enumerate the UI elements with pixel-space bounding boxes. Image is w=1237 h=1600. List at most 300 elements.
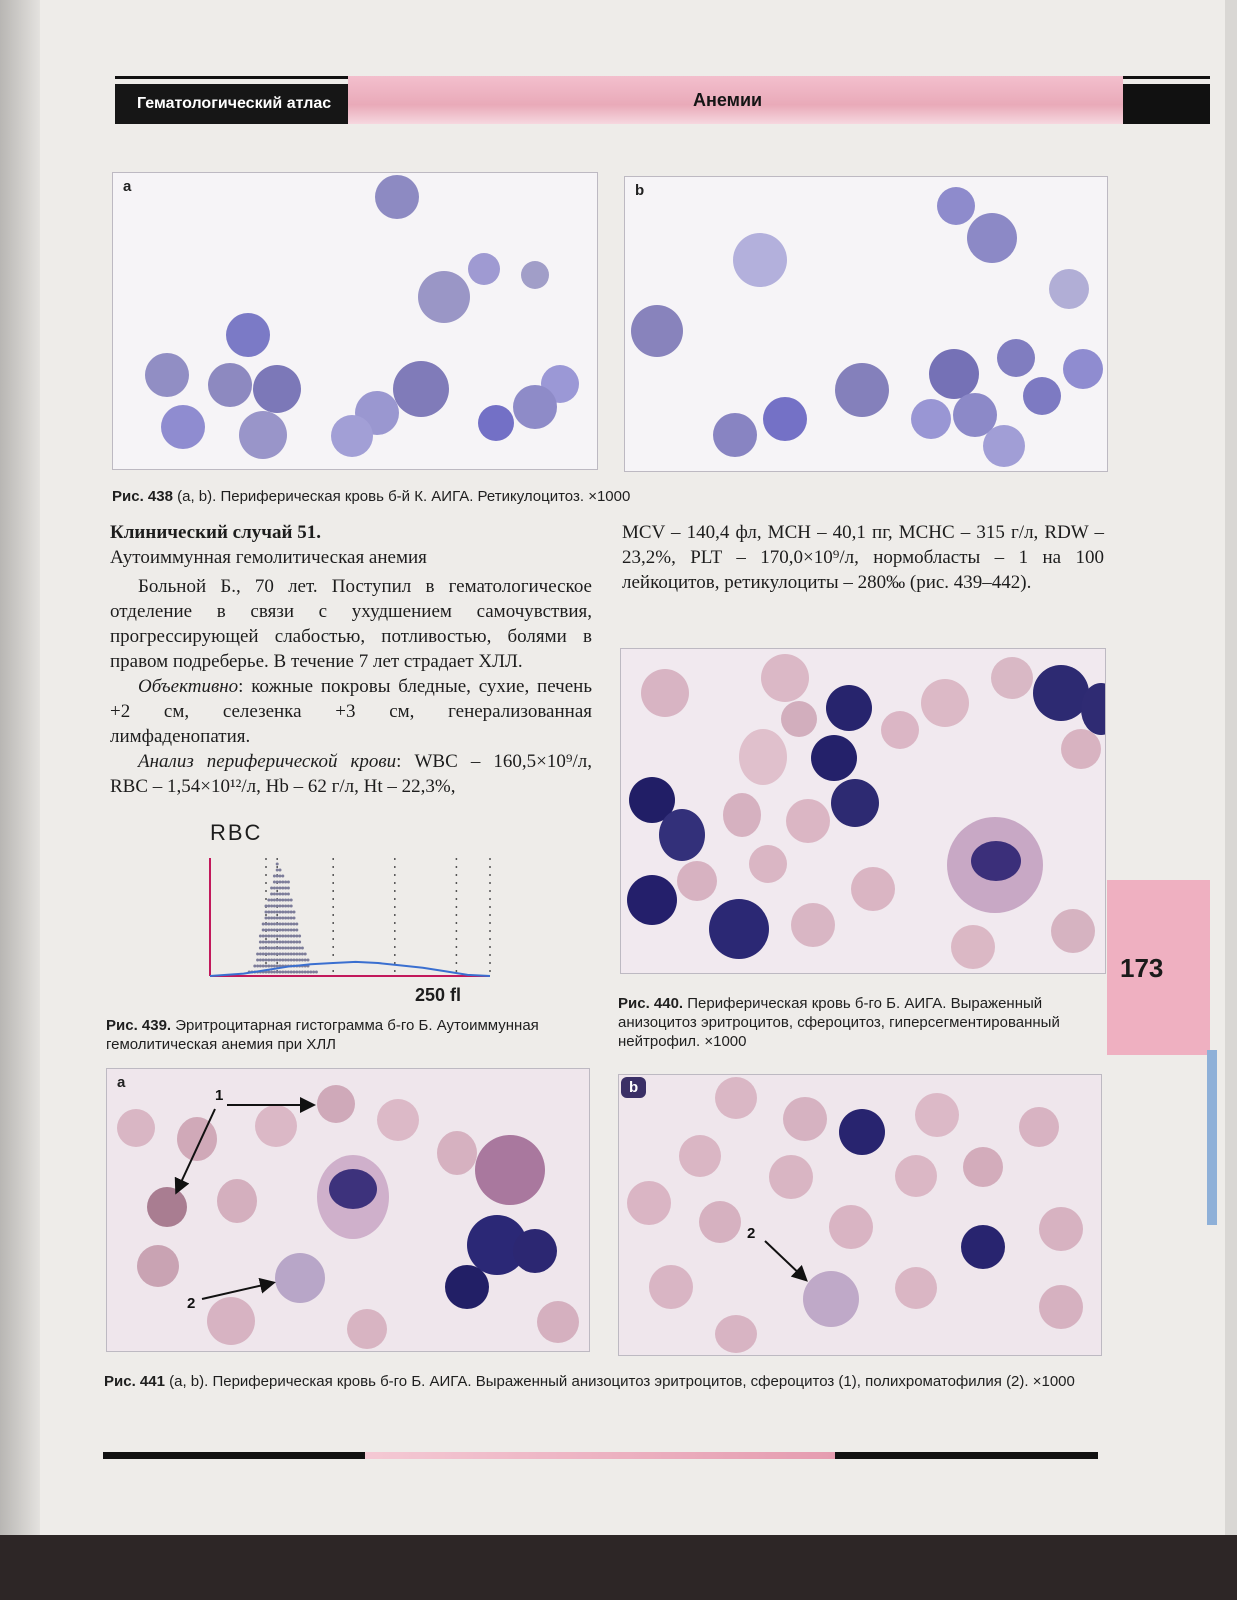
- reference-dot: [298, 953, 301, 956]
- reference-dot: [279, 923, 282, 926]
- reference-dot: [270, 893, 273, 896]
- reticulocyte: [375, 175, 419, 219]
- arrows-441a: [107, 1069, 589, 1351]
- erythrocyte: [997, 339, 1035, 377]
- reference-dot: [267, 899, 270, 902]
- caption-label: Рис. 438: [112, 488, 173, 505]
- panel-label-b: b: [621, 1077, 646, 1098]
- section-band: [348, 76, 1123, 124]
- reference-dot: [287, 971, 290, 974]
- reference-dot: [262, 947, 265, 950]
- caption-label: Рис. 439.: [106, 1017, 172, 1034]
- reference-dot: [267, 941, 270, 944]
- figure-441b: [618, 1074, 1102, 1356]
- reference-dot: [253, 965, 256, 968]
- section-title: Анемии: [693, 90, 763, 110]
- reference-dot: [273, 905, 276, 908]
- reticulocyte: [208, 363, 252, 407]
- reference-dot: [309, 971, 312, 974]
- arrow-2b: [765, 1241, 805, 1279]
- reference-dot: [284, 941, 287, 944]
- reference-dot: [273, 959, 276, 962]
- reference-dot: [281, 935, 284, 938]
- arrow-label-2b: 2: [747, 1225, 756, 1242]
- reference-dot: [290, 905, 293, 908]
- erythrocyte: [791, 903, 835, 947]
- reference-dot: [284, 893, 287, 896]
- erythrocyte: [1023, 377, 1061, 415]
- caption-fig441: [104, 1372, 1100, 1391]
- reference-dot: [276, 875, 279, 878]
- reference-dot: [298, 971, 301, 974]
- reference-dot: [287, 935, 290, 938]
- objective-paragraph: [110, 674, 592, 749]
- erythrocyte: [733, 233, 787, 287]
- reference-dot: [290, 935, 293, 938]
- reference-dot: [279, 917, 282, 920]
- figure-441a: [106, 1068, 590, 1352]
- reference-dot: [267, 911, 270, 914]
- reference-dot: [290, 971, 293, 974]
- erythrocyte: [677, 861, 717, 901]
- lymphocyte: [826, 685, 872, 731]
- reference-dot: [273, 875, 276, 878]
- reticulocyte: [418, 271, 470, 323]
- erythrocyte: [786, 799, 830, 843]
- reference-dot: [267, 971, 270, 974]
- reference-dot: [270, 959, 273, 962]
- reticulocyte: [239, 411, 287, 459]
- reference-dot: [307, 971, 310, 974]
- reference-dot: [279, 947, 282, 950]
- reference-dot: [290, 941, 293, 944]
- reference-dot: [298, 959, 301, 962]
- arrow-1-down: [177, 1109, 215, 1191]
- lymphocyte: [709, 899, 769, 959]
- reference-dot: [295, 929, 298, 932]
- reference-dot: [304, 971, 307, 974]
- reference-dot: [276, 887, 279, 890]
- reference-dot: [262, 923, 265, 926]
- erythrocyte: [739, 729, 787, 785]
- reference-dot: [279, 875, 282, 878]
- case-text-right: [622, 520, 1104, 595]
- reference-dot: [290, 923, 293, 926]
- reference-dot: [284, 947, 287, 950]
- reference-dot: [281, 929, 284, 932]
- reference-dot: [279, 935, 282, 938]
- reference-dot: [295, 941, 298, 944]
- reference-dot: [281, 971, 284, 974]
- reference-dot: [265, 965, 268, 968]
- reticulocyte: [967, 213, 1017, 263]
- caption-text: (a, b). Периферическая кровь б-го Б. АИГА. Выраженный анизоцитоз эритроцитов, сфероцитоз (1), полихроматофилия (2). ×1000: [164, 1373, 1075, 1390]
- reference-dot: [259, 953, 262, 956]
- reference-dot: [279, 899, 282, 902]
- erythrocyte: [331, 415, 373, 457]
- caption-fig438: [112, 487, 812, 506]
- reference-dot: [290, 959, 293, 962]
- reference-dot: [256, 959, 259, 962]
- reference-dot: [315, 971, 318, 974]
- erythrocyte: [763, 397, 807, 441]
- patient-distribution-line: [210, 962, 490, 976]
- reference-dot: [279, 905, 282, 908]
- reference-dot: [293, 959, 296, 962]
- erythrocyte: [991, 657, 1033, 699]
- reference-dot: [273, 899, 276, 902]
- reference-dot: [270, 971, 273, 974]
- reference-dot: [267, 935, 270, 938]
- reference-dot: [276, 929, 279, 932]
- reference-dot: [259, 947, 262, 950]
- erythrocyte: [513, 385, 557, 429]
- erythrocyte: [1061, 729, 1101, 769]
- reference-dot: [259, 965, 262, 968]
- caption-fig439: [106, 1016, 592, 1054]
- reference-dot: [290, 911, 293, 914]
- arrow-label-2: 2: [187, 1295, 196, 1312]
- reference-dot: [287, 899, 290, 902]
- reference-dot: [256, 965, 259, 968]
- objective-text: : кожные покровы бледные, сухие, печень +2 см, селезенка +3 см, генерализованная лимфаденопатия.: [110, 676, 592, 747]
- reference-dot: [281, 899, 284, 902]
- reference-dot: [298, 935, 301, 938]
- reference-dot: [279, 929, 282, 932]
- reference-dot: [287, 887, 290, 890]
- reference-dot: [276, 911, 279, 914]
- reference-dot: [290, 929, 293, 932]
- page-header: [115, 76, 1210, 124]
- erythrocyte: [468, 253, 500, 285]
- erythrocyte: [881, 711, 919, 749]
- reference-dot: [270, 923, 273, 926]
- reference-dot: [284, 887, 287, 890]
- erythrocyte: [851, 867, 895, 911]
- reference-dot: [284, 929, 287, 932]
- page-number: 173: [1120, 953, 1164, 983]
- reference-dot: [281, 881, 284, 884]
- reference-dot: [284, 917, 287, 920]
- reference-dot: [256, 953, 259, 956]
- reference-dot: [262, 941, 265, 944]
- reticulocyte: [253, 365, 301, 413]
- reference-dot: [301, 953, 304, 956]
- reference-dot: [293, 953, 296, 956]
- case-history: Больной Б., 70 лет. Поступил в гематологическое отделение в связи с ухудшением самочувствия, прогрессирующей слабостью, потливостью, болями в правом подреберье. В течение 7 лет страдает ХЛЛ.: [110, 576, 592, 672]
- erythrocyte: [641, 669, 689, 717]
- reference-dot: [270, 911, 273, 914]
- reference-dot: [279, 953, 282, 956]
- reference-dot: [287, 947, 290, 950]
- reference-dot: [270, 947, 273, 950]
- reticulocyte: [929, 349, 979, 399]
- erythrocyte: [937, 187, 975, 225]
- reference-dot: [259, 959, 262, 962]
- reference-dot: [259, 935, 262, 938]
- erythrocyte: [983, 425, 1025, 467]
- panel-label-b: b: [635, 182, 645, 199]
- lymphocyte: [831, 779, 879, 827]
- reference-dot: [262, 965, 265, 968]
- reference-dot: [279, 971, 282, 974]
- reference-dot: [287, 911, 290, 914]
- reference-dot: [273, 935, 276, 938]
- reference-dot: [265, 917, 268, 920]
- reference-dot: [284, 935, 287, 938]
- case-title: Клинический случай 51.: [110, 522, 321, 543]
- reference-dot: [276, 941, 279, 944]
- reticulocyte: [1049, 269, 1089, 309]
- reference-dot: [287, 893, 290, 896]
- lymphocyte: [811, 735, 857, 781]
- reference-dot: [279, 911, 282, 914]
- reference-dot: [293, 971, 296, 974]
- panel-label-a: a: [117, 1074, 126, 1091]
- reference-dot: [281, 953, 284, 956]
- reticulocyte: [713, 413, 757, 457]
- reference-dot: [287, 905, 290, 908]
- erythrocyte: [226, 313, 270, 357]
- reference-dot: [276, 923, 279, 926]
- panel-label-a: a: [123, 178, 132, 195]
- reference-dot: [270, 899, 273, 902]
- reference-dot: [270, 929, 273, 932]
- reference-dot: [295, 923, 298, 926]
- reference-dot: [287, 917, 290, 920]
- reference-dot: [295, 959, 298, 962]
- reference-dot: [276, 905, 279, 908]
- lab-values: MCV – 140,4 фл, MCH – 40,1 пг, MCHC – 315 г/л, RDW – 23,2%, PLT – 170,0×10⁹/л, нормобласты – 1 на 100 лейкоцитов, ретикулоциты – 280‰ (рис. 439–442).: [622, 522, 1104, 593]
- reference-dot: [262, 959, 265, 962]
- reference-dot: [276, 863, 279, 866]
- reference-dot: [287, 881, 290, 884]
- reticulocyte: [145, 353, 189, 397]
- reference-dot: [267, 923, 270, 926]
- histogram-title: RBC: [210, 820, 263, 845]
- reference-dot: [281, 917, 284, 920]
- reference-dot: [259, 941, 262, 944]
- reference-dot: [284, 923, 287, 926]
- reference-dot: [293, 911, 296, 914]
- case-text-left: [110, 520, 592, 799]
- reference-dot: [262, 929, 265, 932]
- scan-shadow: [0, 1535, 1237, 1600]
- erythrocyte: [749, 845, 787, 883]
- reference-dot: [281, 887, 284, 890]
- reference-dot: [273, 923, 276, 926]
- objective-label: Объективно: [138, 676, 239, 697]
- erythrocyte: [911, 399, 951, 439]
- reference-dot: [267, 947, 270, 950]
- reference-dot: [284, 911, 287, 914]
- reference-dot: [276, 947, 279, 950]
- reference-dot: [284, 953, 287, 956]
- blood-paragraph: [110, 749, 592, 799]
- reference-dot: [312, 971, 315, 974]
- reticulocyte: [393, 361, 449, 417]
- reference-dot: [270, 941, 273, 944]
- reference-dot: [262, 935, 265, 938]
- reference-dot: [279, 959, 282, 962]
- reference-dot: [281, 959, 284, 962]
- reference-dot: [265, 935, 268, 938]
- erythrocyte: [478, 405, 514, 441]
- rbc-histogram: [200, 820, 500, 1010]
- reference-dot: [265, 947, 268, 950]
- reference-dot: [279, 881, 282, 884]
- erythrocyte: [921, 679, 969, 727]
- reference-dot: [284, 971, 287, 974]
- erythrocyte: [521, 261, 549, 289]
- reference-dot: [276, 893, 279, 896]
- x-axis-label: 250 fl: [415, 985, 462, 1005]
- reference-dot: [293, 947, 296, 950]
- caption-text: Эритроцитарная гистограмма б-го Б. Аутоиммунная гемолитическая анемия при ХЛЛ: [106, 1017, 539, 1053]
- reference-dot: [293, 917, 296, 920]
- reference-dot: [273, 965, 276, 968]
- reference-dot: [287, 959, 290, 962]
- reference-dot: [284, 959, 287, 962]
- reference-dot: [301, 959, 304, 962]
- reference-dot: [273, 953, 276, 956]
- arrow-label-1: 1: [215, 1087, 224, 1104]
- blood-label: Анализ периферической крови: [138, 751, 397, 772]
- reference-dot: [281, 893, 284, 896]
- reference-dot: [270, 953, 273, 956]
- reference-dot: [267, 929, 270, 932]
- reference-dot: [273, 881, 276, 884]
- reference-dot: [273, 917, 276, 920]
- reference-dot: [276, 935, 279, 938]
- erythrocyte: [951, 925, 995, 969]
- reference-dot: [276, 971, 279, 974]
- reference-dot: [267, 965, 270, 968]
- footer-accent: [365, 1452, 835, 1459]
- reference-dot: [281, 947, 284, 950]
- reference-dot: [265, 911, 268, 914]
- reference-dot: [273, 971, 276, 974]
- erythrocyte: [761, 654, 809, 702]
- reference-dot: [293, 941, 296, 944]
- reference-dot: [273, 941, 276, 944]
- reference-dot: [276, 899, 279, 902]
- erythrocyte: [1051, 909, 1095, 953]
- book-binding: [0, 0, 40, 1600]
- reference-dot: [301, 947, 304, 950]
- reference-dot: [284, 881, 287, 884]
- lymphocyte: [627, 875, 677, 925]
- reference-dot: [270, 917, 273, 920]
- reference-dot: [295, 935, 298, 938]
- reference-dot: [270, 965, 273, 968]
- page-edge: [1225, 0, 1237, 1535]
- reference-dot: [267, 905, 270, 908]
- reference-dot: [290, 947, 293, 950]
- reference-dot: [265, 959, 268, 962]
- reference-dot: [287, 941, 290, 944]
- lymphocyte: [659, 809, 705, 861]
- reference-dot: [267, 959, 270, 962]
- caption-label: Рис. 441: [104, 1373, 165, 1390]
- caption-label: Рис. 440.: [618, 995, 684, 1012]
- reference-dot: [279, 893, 282, 896]
- reference-dot: [273, 929, 276, 932]
- reference-dot: [273, 947, 276, 950]
- reference-dot: [276, 881, 279, 884]
- reticulocyte: [835, 363, 889, 417]
- reference-dot: [290, 917, 293, 920]
- reference-dot: [281, 941, 284, 944]
- reference-dot: [262, 953, 265, 956]
- reference-dot: [267, 953, 270, 956]
- arrow-2: [202, 1283, 272, 1299]
- reference-dot: [301, 971, 304, 974]
- reference-dot: [298, 941, 301, 944]
- reference-dot: [281, 923, 284, 926]
- reference-dot: [284, 899, 287, 902]
- reference-dot: [276, 965, 279, 968]
- reference-dot: [293, 935, 296, 938]
- reference-dot: [281, 911, 284, 914]
- reference-dot: [290, 899, 293, 902]
- reference-dot: [276, 917, 279, 920]
- reference-dot: [307, 959, 310, 962]
- reticulocyte: [631, 305, 683, 357]
- reference-dot: [279, 941, 282, 944]
- erythrocyte: [161, 405, 205, 449]
- reference-dot: [279, 887, 282, 890]
- reference-dot: [298, 947, 301, 950]
- reference-dot: [265, 929, 268, 932]
- reference-dot: [265, 905, 268, 908]
- reference-dot: [281, 875, 284, 878]
- reference-dot: [293, 929, 296, 932]
- reference-dot: [295, 953, 298, 956]
- reference-dot: [265, 953, 268, 956]
- reference-dot: [270, 905, 273, 908]
- arrows-441b: [619, 1075, 1101, 1355]
- figure-438a: [112, 172, 598, 470]
- reference-dot: [270, 887, 273, 890]
- case-subtitle: Аутоиммунная гемолитическая анемия: [110, 547, 427, 568]
- caption-text: Периферическая кровь б-го Б. АИГА. Выраженный анизоцитоз эритроцитов, сфероцитоз, гиперсегментированный нейтрофил. ×1000: [618, 995, 1060, 1050]
- neutrophil-nucleus: [971, 841, 1021, 881]
- caption-text: (a, b). Периферическая кровь б-й К. АИГА. Ретикулоцитоз. ×1000: [172, 488, 631, 505]
- erythrocyte: [781, 701, 817, 737]
- reference-dot: [273, 911, 276, 914]
- reference-dot: [295, 947, 298, 950]
- reference-dot: [265, 923, 268, 926]
- atlas-title: Гематологический атлас: [115, 84, 348, 124]
- reference-dot: [304, 953, 307, 956]
- figure-440: [620, 648, 1106, 974]
- reference-dot: [290, 953, 293, 956]
- reference-dot: [293, 923, 296, 926]
- reference-dot: [273, 887, 276, 890]
- caption-fig440: [618, 994, 1106, 1051]
- reference-dot: [281, 905, 284, 908]
- reference-dot: [265, 941, 268, 944]
- header-black-block: [1123, 84, 1210, 124]
- blood-text: : WBC – 160,5×10⁹/л, RBC – 1,54×10¹²/л, Hb – 62 г/л, Ht – 22,3%,: [110, 751, 592, 797]
- reference-dot: [267, 917, 270, 920]
- reference-dot: [304, 959, 307, 962]
- reference-dot: [270, 935, 273, 938]
- reference-dot: [287, 929, 290, 932]
- reference-dot: [287, 923, 290, 926]
- side-tab-accent: [1207, 1050, 1217, 1225]
